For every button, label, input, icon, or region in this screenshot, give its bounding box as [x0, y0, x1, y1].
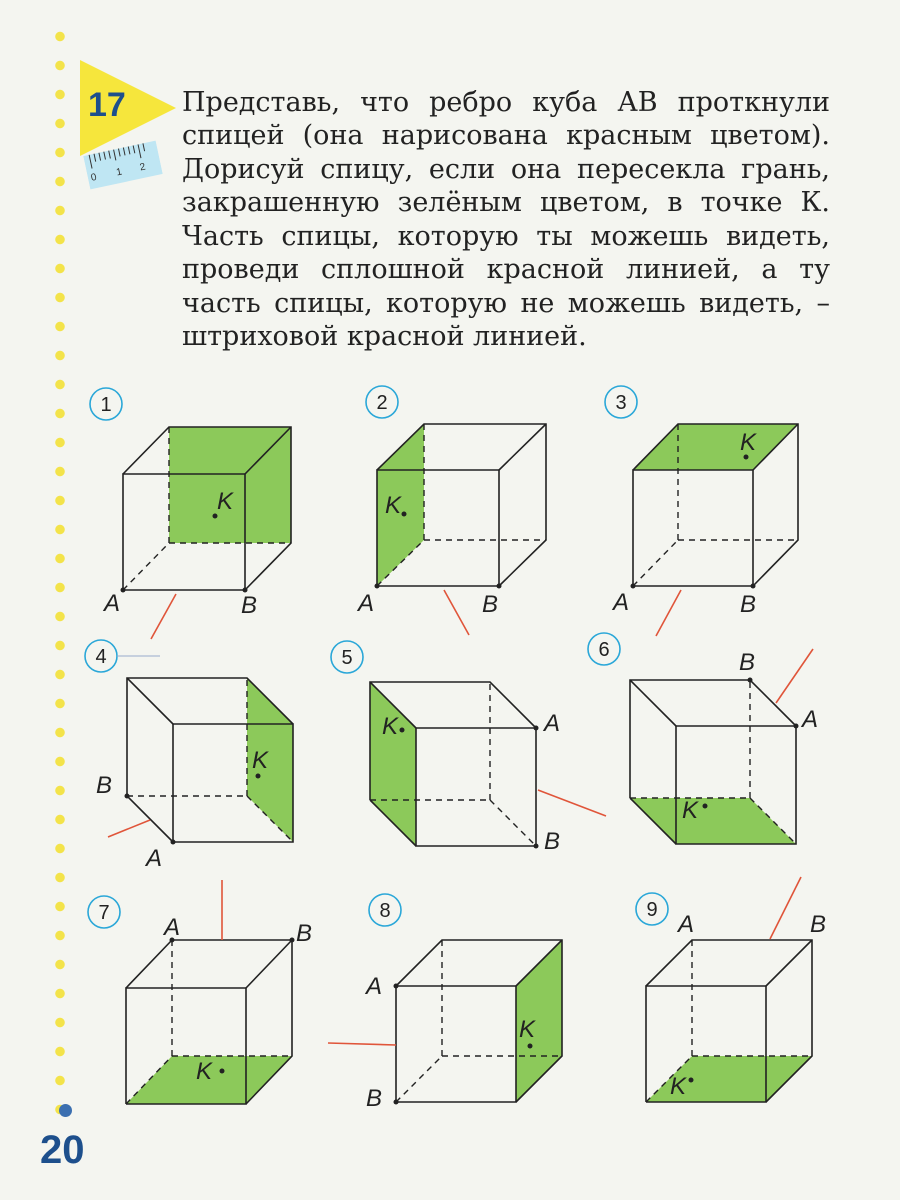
figure-7 [88, 880, 312, 1104]
needle [656, 590, 681, 636]
figure-9 [636, 877, 826, 1102]
point-label: A [146, 845, 163, 872]
point-label: A [678, 911, 695, 938]
point-label: A [613, 589, 630, 616]
figure-number: 1 [100, 394, 112, 416]
page-number: 20 [40, 1128, 85, 1172]
point-label: B [739, 649, 756, 676]
point-label: B [96, 772, 113, 799]
needle [328, 1043, 396, 1045]
task-number: 17 [88, 86, 126, 124]
point-label: B [544, 828, 561, 855]
needle [151, 594, 176, 639]
ruler-tick-1: 1 [115, 166, 124, 179]
needle [770, 877, 801, 939]
ruler-tick-2: 2 [138, 161, 147, 174]
figure-number: 8 [379, 900, 391, 922]
figure-2 [356, 386, 546, 635]
green-face [169, 427, 291, 543]
green-face [633, 424, 798, 470]
point-label: B [740, 591, 757, 618]
cube-figures [0, 380, 900, 1120]
point-label: A [164, 914, 181, 941]
point-label: A [544, 710, 561, 737]
needle [776, 649, 813, 703]
point-label: B [241, 592, 258, 619]
figure-number: 4 [95, 646, 107, 668]
figure-5 [331, 641, 606, 855]
ruler-tick-0: 0 [89, 171, 98, 184]
figure-number: 6 [598, 639, 610, 661]
figure-4 [85, 640, 293, 872]
point-label: A [358, 590, 375, 617]
point-label: K [252, 747, 269, 774]
figure-number: 2 [376, 392, 388, 414]
figure-6 [588, 633, 818, 844]
point-label: B [296, 920, 313, 947]
figure-number: 5 [341, 647, 353, 669]
figure-number: 3 [615, 392, 627, 414]
point-label: K [740, 429, 757, 456]
point-label: A [104, 590, 121, 617]
figure-number: 7 [98, 902, 110, 924]
point-label: K [670, 1073, 687, 1100]
task-text: Представь, что ребро куба АВ проткнули спицей (она нарисована красным цветом). Дорисуй спицу, если она пересекла грань, закрашенную зелёным цветом, в точке К. Часть спицы, которую ты можешь видеть, проведи сплошной красной линией, а ту часть спицы, которую не можешь видеть, – штриховой красной линией. [182, 87, 830, 353]
green-face [630, 798, 796, 844]
point-label: K [682, 797, 699, 824]
point-label: K [519, 1016, 536, 1043]
figure-number: 9 [646, 899, 658, 921]
figure-8 [328, 894, 562, 1112]
figure-3 [605, 386, 798, 636]
green-face [370, 682, 416, 846]
needle [108, 820, 150, 837]
point-label: B [366, 1085, 383, 1112]
point-label: A [366, 973, 383, 1000]
figure-1 [90, 388, 291, 639]
needle [444, 590, 469, 635]
point-label: B [810, 911, 827, 938]
point-label: B [482, 591, 499, 618]
point-label: K [382, 713, 399, 740]
point-label: A [802, 706, 819, 733]
point-label: K [196, 1058, 213, 1085]
point-label: K [217, 488, 234, 515]
page-marker [59, 1104, 72, 1117]
point-label: K [385, 492, 402, 519]
needle [538, 790, 606, 816]
